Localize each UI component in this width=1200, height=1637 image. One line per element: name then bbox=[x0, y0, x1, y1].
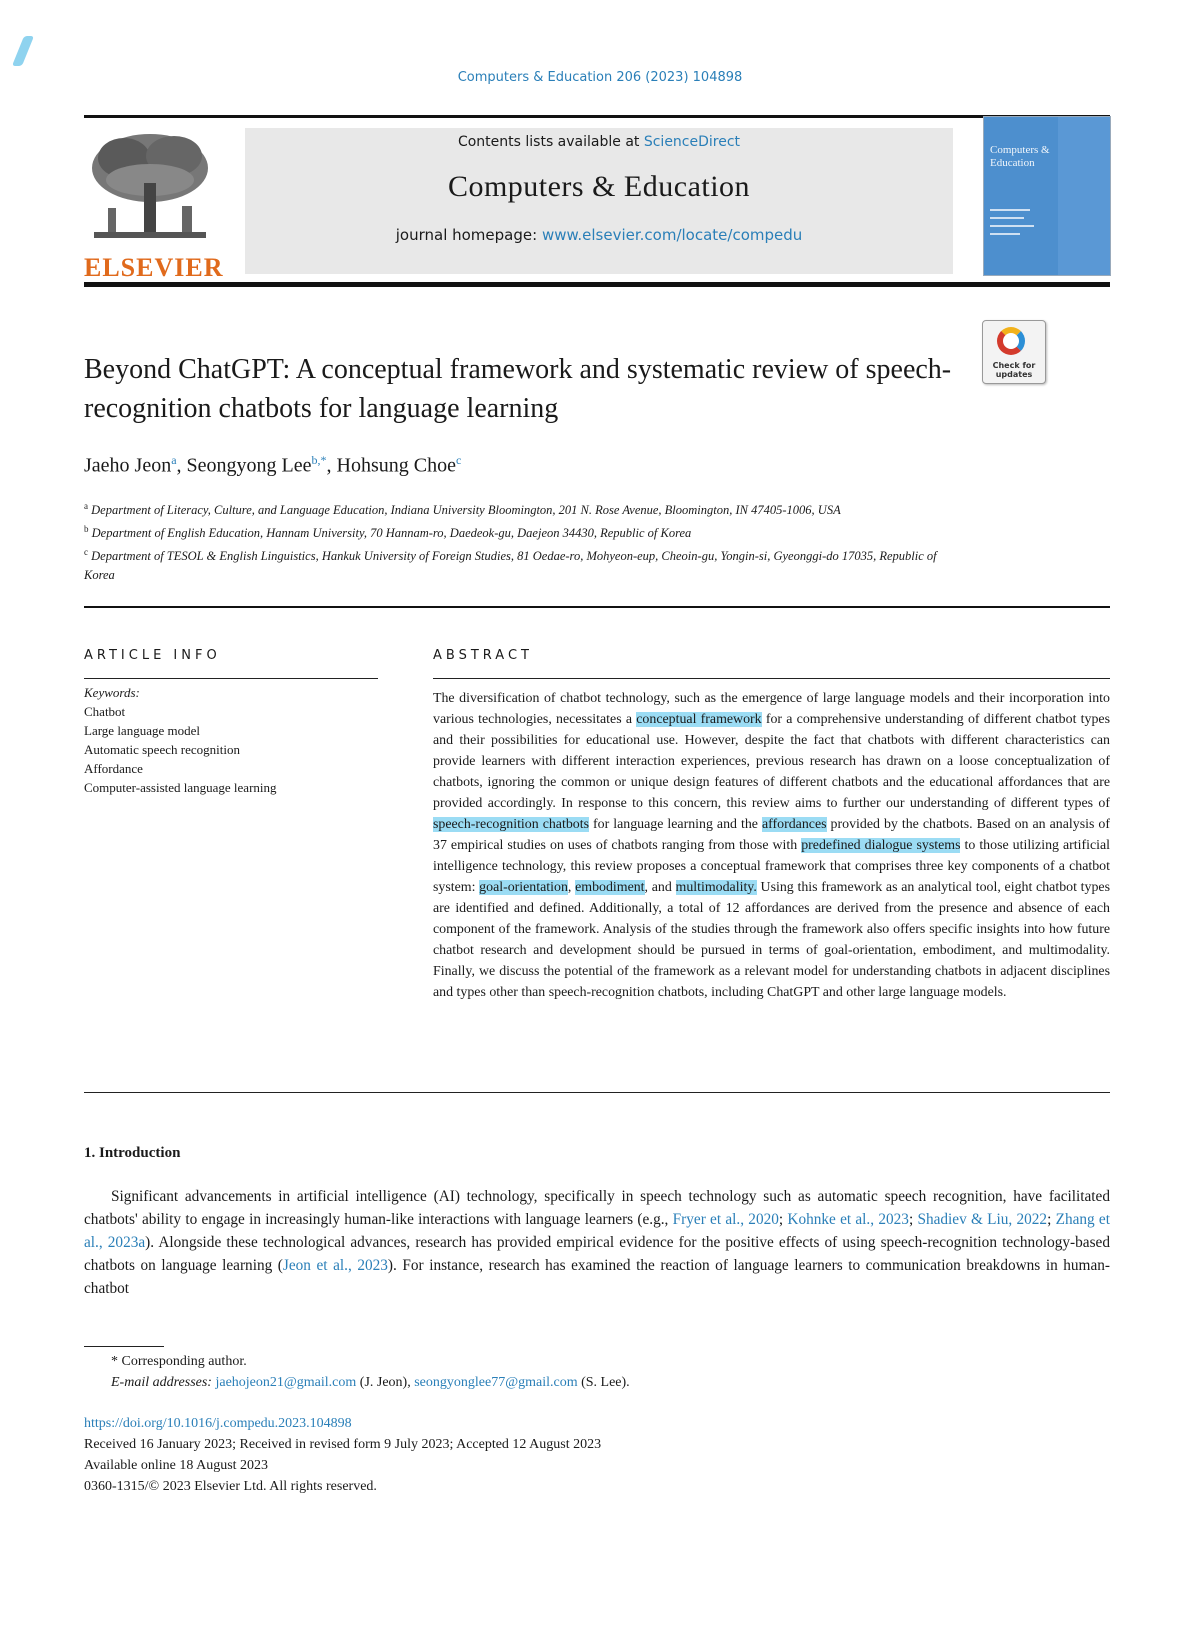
crossmark-icon bbox=[997, 327, 1025, 355]
journal-ref-text[interactable]: Computers & Education 206 (2023) 104898 bbox=[457, 70, 743, 85]
highlighted-text[interactable]: multimodality. bbox=[675, 880, 757, 895]
highlighted-text[interactable]: embodiment bbox=[575, 880, 645, 895]
journal-name: Computers & Education bbox=[447, 170, 751, 203]
email-link[interactable]: seongyonglee77@gmail.com bbox=[414, 1375, 578, 1390]
received-dates: Received 16 January 2023; Received in revised form 9 July 2023; Accepted 12 August 2023 bbox=[84, 1437, 602, 1452]
tree-logo-icon bbox=[84, 128, 216, 246]
author-affiliation-mark[interactable]: c bbox=[455, 453, 462, 467]
section-heading-introduction: 1. Introduction bbox=[84, 1145, 181, 1161]
header-bottom-rule bbox=[84, 282, 1110, 287]
keyword-item: Computer-assisted language learning bbox=[84, 780, 277, 795]
homepage-line: journal homepage: www.elsevier.com/locate/compedu bbox=[395, 226, 803, 244]
journal-reference-link[interactable] bbox=[0, 70, 1200, 85]
cover-title: Computers & Education bbox=[990, 144, 1050, 169]
affiliation-rule bbox=[84, 606, 1110, 608]
author-affiliation-mark[interactable]: b,* bbox=[311, 453, 327, 467]
author-list: Jaeho Jeon$^a$, Seongyong Lee$^{b,*}$, Hohsung Choe$^c$ bbox=[84, 453, 462, 477]
pen-marker-icon bbox=[12, 36, 34, 66]
highlighted-text[interactable]: affordances bbox=[762, 817, 827, 832]
cover-strip bbox=[1058, 117, 1110, 275]
affiliation-item: $^c$ Department of TESOL & English Linguistics, Hankuk University of Foreign Studies, 81 Oedae-ro, Mohyeon-eup, Cheoin-gu, Yongin-si, Gyeonggi-do 17035, Republic of Korea bbox=[84, 547, 937, 583]
header-top-rule bbox=[84, 115, 1110, 118]
keywords-label: Keywords: bbox=[84, 685, 140, 700]
keyword-item: Automatic speech recognition bbox=[84, 742, 240, 757]
affiliations bbox=[84, 497, 954, 585]
article-metadata bbox=[84, 1413, 984, 1497]
journal-banner bbox=[245, 128, 953, 274]
keyword-item: Affordance bbox=[84, 761, 143, 776]
abstract-bottom-rule bbox=[84, 1092, 1110, 1093]
homepage-link[interactable]: www.elsevier.com/locate/compedu bbox=[541, 226, 803, 244]
footnote bbox=[84, 1351, 984, 1393]
article-title: Beyond ChatGPT: A conceptual framework and systematic review of speech-recognition chatbots for language learning bbox=[84, 354, 952, 424]
available-online: Available online 18 August 2023 bbox=[84, 1458, 269, 1473]
footnote-rule bbox=[84, 1346, 164, 1347]
publisher-wordmark: ELSEVIER bbox=[84, 253, 224, 282]
article-info-rule bbox=[84, 678, 378, 679]
citation-link[interactable]: Kohnke et al., 2023 bbox=[787, 1211, 909, 1228]
author-name[interactable]: Seongyong Lee bbox=[186, 454, 312, 477]
corresponding-author-note: * Corresponding author. bbox=[111, 1354, 247, 1369]
copyright: 0360-1315/© 2023 Elsevier Ltd. All rights reserved. bbox=[84, 1479, 377, 1494]
author-name[interactable]: Hohsung Choe bbox=[336, 454, 456, 477]
contents-line: Contents lists available at ScienceDirect bbox=[457, 134, 741, 150]
email-link[interactable]: jaehojeon21@gmail.com bbox=[215, 1375, 357, 1390]
cover-line bbox=[990, 225, 1034, 227]
journal-cover-thumbnail bbox=[983, 116, 1111, 276]
abstract-text: The diversification of chatbot technology, such as the emergence of large language models and their incorporation into various technologies, necessitates a conceptual framework for a comprehensive understanding of different chatbot types and their possibilities for educational use. However, despite the fact that chatbots with different characteristics can provide learners with different interaction experiences, previous research has drawn on a loose conceptualization of chatbots, ignoring the common or unique design features of different chatbots and the educational affordances that are provided accordingly. In response to this concern, this review aims to further our understanding of different types of speech-recognition chatbots for language learning and the affordances provided by the chatbots. Based on an analysis of 37 empirical studies on uses of chatbots ranging from those with predefined dialogue systems to those utilizing artificial intelligence technology, this review proposes a conceptual framework that comprises three key components of a chatbot system: goal-orientation, embodiment, and multimodality. Using this framework as an analytical tool, eight chatbot types are identified and defined. Additionally, a total of 12 affordances are derived from the presence and absence of each component of the framework. Analysis of the studies through the framework also offers specific insights into how future chatbot research and development should be pursued in terms of goal-orientation, embodiment, and multimodality. Finally, we discuss the potential of the framework as a relevant model for understanding chatbots in adjacent disciplines and types other than speech-recognition chatbots, including ChatGPT and other large language models. bbox=[433, 691, 1111, 1000]
abstract-heading: ABSTRACT bbox=[433, 648, 533, 663]
affiliation-item: $^a$ Department of Literacy, Culture, and Language Education, Indiana University Bloomington, 201 N. Rose Avenue, Bloomington, IN 47405-1006, USA bbox=[84, 501, 841, 518]
sciencedirect-link[interactable]: ScienceDirect bbox=[643, 134, 741, 150]
keyword-item: Large language model bbox=[84, 723, 200, 738]
keyword-item: Chatbot bbox=[84, 704, 126, 719]
highlighted-text[interactable]: conceptual framework bbox=[636, 712, 762, 727]
badge-label: Check for updates bbox=[992, 361, 1036, 379]
highlighted-text[interactable]: predefined dialogue systems bbox=[801, 838, 961, 853]
citation-link[interactable]: Zhang et al., 2023a bbox=[84, 1211, 1110, 1251]
citation-link[interactable]: Jeon et al., 2023 bbox=[282, 1257, 388, 1274]
affiliation-item: $^b$ Department of English Education, Hannam University, 70 Hannam-ro, Daedeok-gu, Daejeon 34430, Republic of Korea bbox=[84, 524, 692, 541]
cover-line bbox=[990, 217, 1024, 219]
citation-link[interactable]: Shadiev & Liu, 2022 bbox=[917, 1211, 1048, 1228]
email-line: E-mail addresses: jaehojeon21@gmail.com (J. Jeon), seongyonglee77@gmail.com (S. Lee). bbox=[111, 1375, 630, 1390]
article-info-heading: ARTICLE INFO bbox=[84, 648, 221, 663]
doi-link[interactable]: https://doi.org/10.1016/j.compedu.2023.104898 bbox=[84, 1416, 352, 1431]
introduction-paragraph: Significant advancements in artificial intelligence (AI) technology, specifically in speech technology such as automatic speech recognition, have facilitated chatbots' ability to engage in increasingly human-like interactions with language learners (e.g., Fryer et al., 2020; Kohnke et al., 2023; Shadiev & Liu, 2022; Zhang et al., 2023a). Alongside these technological advances, research has provided empirical evidence for the positive effects of using speech-recognition technology-based chatbots on language learning (Jeon et al., 2023). For instance, research has examined the reaction of language learners to communication breakdowns in human-chatbot bbox=[84, 1188, 1110, 1297]
highlighted-text[interactable]: speech-recognition chatbots bbox=[433, 817, 589, 832]
cover-line bbox=[990, 209, 1030, 211]
abstract-rule bbox=[433, 678, 1110, 679]
citation-link[interactable]: Fryer et al., 2020 bbox=[672, 1211, 779, 1228]
cover-line bbox=[990, 233, 1020, 235]
highlighted-text[interactable]: goal-orientation bbox=[479, 880, 568, 895]
author-name[interactable]: Jaeho Jeon bbox=[84, 454, 172, 477]
elsevier-logo bbox=[84, 128, 224, 282]
keywords-block bbox=[84, 683, 384, 797]
author-affiliation-mark[interactable]: a bbox=[171, 453, 177, 467]
check-for-updates-badge[interactable] bbox=[982, 320, 1046, 384]
